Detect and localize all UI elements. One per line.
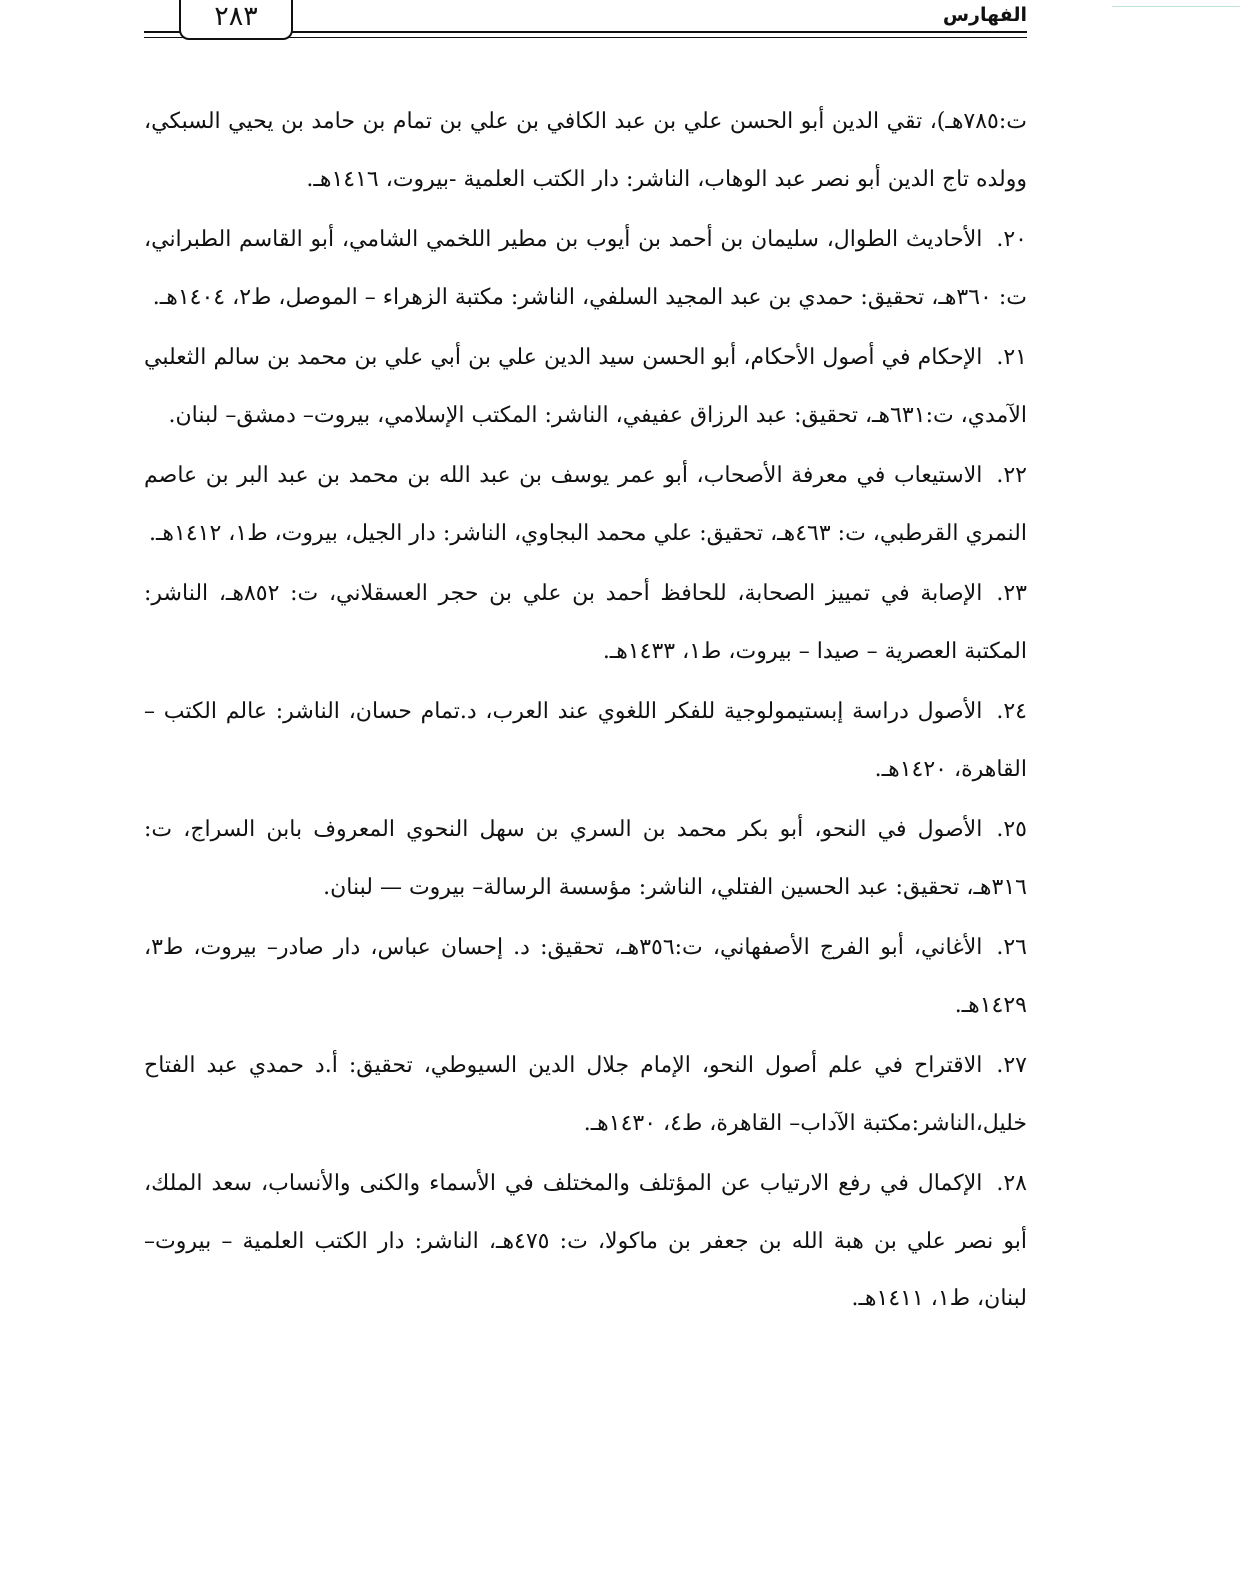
list-item xyxy=(144,329,1027,444)
entry-text: ت:٧٨٥هـ)، تقي الدين أبو الحسن علي بن عبد الكافي بن علي بن تمام بن حامد بن يحيي السبكي، وولده تاج الدين أبو نصر عبد الوهاب، الناشر: دار الكتب العلمية -بيروت، ١٤١٦هـ. xyxy=(144,109,1027,192)
list-item xyxy=(144,211,1027,326)
entry-text: الأغاني، أبو الفرج الأصفهاني، ت:٣٥٦هـ، تحقيق: د. إحسان عباس، دار صادر– بيروت، ط٣، ١٤٢٩هـ. xyxy=(144,935,1027,1018)
page-number: ٢٨٣ xyxy=(179,0,293,40)
entry-number: ٢٠. xyxy=(996,227,1027,252)
list-item xyxy=(144,93,1027,208)
entry-text: الإصابة في تمييز الصحابة، للحافظ أحمد بن علي بن حجر العسقلاني، ت: ٨٥٢هـ، الناشر: المكتبة العصرية – صيدا – بيروت، ط١، ١٤٣٣هـ. xyxy=(144,581,1027,664)
bibliography-list xyxy=(144,93,1027,1331)
entry-text: الإكمال في رفع الارتياب عن المؤتلف والمختلف في الأسماء والكنى والأنساب، سعد الملك، أبو نصر علي بن هبة الله بن جعفر بن ماكولا، ت: ٤٧٥هـ، الناشر: دار الكتب العلمية – بيروت– لبنان، ط١، ١٤١١هـ. xyxy=(144,1171,1027,1311)
entry-text: الأصول دراسة إبستيمولوجية للفكر اللغوي عند العرب، د.تمام حسان، الناشر: عالم الكتب – القاهرة، ١٤٢٠هـ. xyxy=(144,699,1027,782)
entry-number: ٢٨. xyxy=(996,1171,1027,1196)
list-item xyxy=(144,1155,1027,1328)
entry-number: ٢٧. xyxy=(996,1053,1027,1078)
entry-number: ٢٢. xyxy=(996,463,1027,488)
list-item xyxy=(144,919,1027,1034)
entry-text: الاستيعاب في معرفة الأصحاب، أبو عمر يوسف بن عبد الله بن محمد بن عبد البر بن عاصم النمري القرطبي، ت: ٤٦٣هـ، تحقيق: علي محمد البجاوي، الناشر: دار الجيل، بيروت، ط١، ١٤١٢هـ. xyxy=(144,463,1027,546)
page-header xyxy=(144,0,1027,44)
entry-number: ٢٦. xyxy=(996,935,1027,960)
entry-number: ٢٣. xyxy=(996,581,1027,606)
list-item xyxy=(144,683,1027,798)
entry-text: الاقتراح في علم أصول النحو، الإمام جلال الدين السيوطي، تحقيق: أ.د حمدي عبد الفتاح خليل،الناشر:مكتبة الآداب– القاهرة، ط٤، ١٤٣٠هـ. xyxy=(144,1053,1027,1136)
entry-text: الأصول في النحو، أبو بكر محمد بن السري بن سهل النحوي المعروف بابن السراج، ت: ٣١٦هـ، تحقيق: عبد الحسين الفتلي، الناشر: مؤسسة الرسالة– بيروت — لبنان. xyxy=(144,817,1027,900)
list-item xyxy=(144,447,1027,562)
entry-text: الإحكام في أصول الأحكام، أبو الحسن سيد الدين علي بن أبي علي بن محمد بن سالم الثعلبي الآمدي، ت:٦٣١هـ، تحقيق: عبد الرزاق عفيفي، الناشر: المكتب الإسلامي، بيروت– دمشق– لبنان. xyxy=(144,345,1027,428)
corner-mark xyxy=(1112,0,1240,7)
entry-number: ٢٤. xyxy=(996,699,1027,724)
list-item xyxy=(144,1037,1027,1152)
entry-text: الأحاديث الطوال، سليمان بن أحمد بن أيوب بن مطير اللخمي الشامي، أبو القاسم الطبراني، ت: ٣٦٠هـ، تحقيق: حمدي بن عبد المجيد السلفي، الناشر: مكتبة الزهراء – الموصل، ط٢، ١٤٠٤هـ. xyxy=(144,227,1027,310)
entry-number: ٢١. xyxy=(996,345,1027,370)
section-title: الفهارس xyxy=(937,0,1027,30)
list-item xyxy=(144,565,1027,680)
entry-number: ٢٥. xyxy=(996,817,1027,842)
list-item xyxy=(144,801,1027,916)
